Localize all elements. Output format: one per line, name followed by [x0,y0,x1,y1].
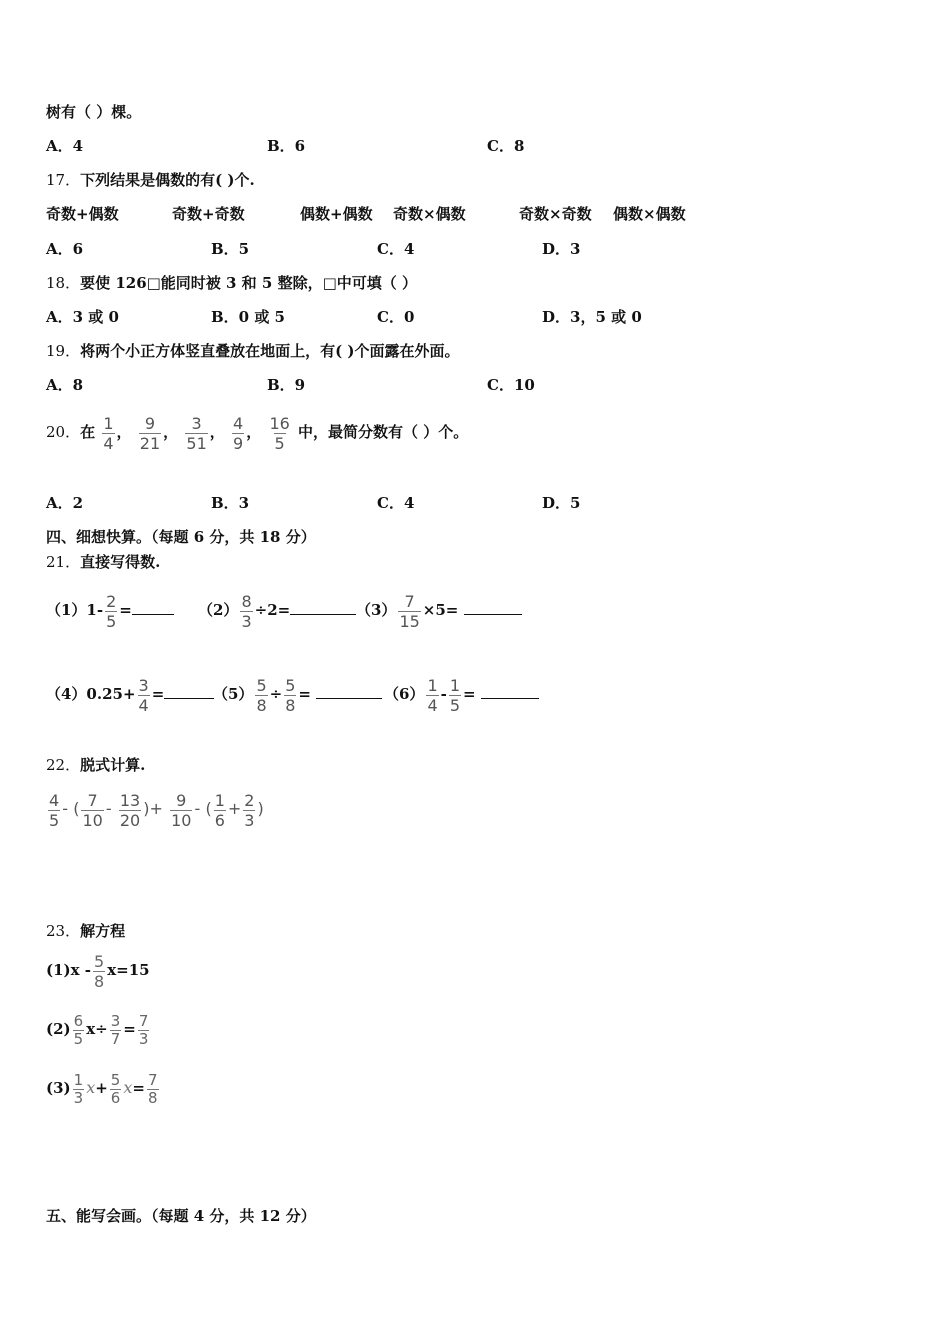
q17-item-1: 奇数+偶数 [46,205,119,223]
q20-separator: ， [116,423,132,441]
q23-e1-fraction [93,952,105,991]
q21-text: 直接写得数. [80,553,161,571]
answer-blank[interactable] [164,684,214,699]
q17-text: 下列结果是偶数的有( )个. [80,171,255,189]
denominator: 8 [285,695,296,715]
q23-e3-fraction-2 [110,1072,122,1107]
answer-blank[interactable] [290,600,356,615]
minus-sign: - [194,799,201,818]
q16-stem-tail: 树有（ ）棵。 [46,103,142,121]
q20-fraction-3 [185,414,207,453]
q21-p3-fraction [398,592,420,631]
q17-item-3: 偶数+偶数 [300,205,373,223]
q17-option-c: C．4 [377,240,415,258]
q21-part-2 [198,588,356,632]
answer-blank[interactable] [464,600,522,615]
numerator: 7 [404,591,415,611]
denominator: 5 [106,611,117,631]
numerator: 1 [427,675,438,695]
numerator: 2 [244,790,255,810]
q23-e3-fraction-1 [73,1072,85,1107]
numerator: 8 [241,591,252,611]
q21-p2-tail: ÷2= [254,601,291,619]
q21-p6-label: （6） [384,685,425,703]
q16-option-a: A．4 [46,137,84,155]
q21-p5-tail: = [298,685,311,703]
numerator: 7 [147,1070,158,1089]
numerator: 4 [49,790,60,810]
q21-number: 21． [46,553,81,571]
denominator: 5 [49,810,60,830]
denominator: 4 [427,695,438,715]
denominator: 9 [233,433,244,453]
q20-fraction-4 [232,414,244,453]
q23-e2-fraction-3 [138,1013,150,1048]
q18-stem [46,273,417,293]
q21-p2-label: （2） [198,601,239,619]
q17-item-5: 奇数×奇数 [519,205,592,223]
q23-stem [46,921,125,941]
denominator: 4 [103,433,114,453]
q23-equation-2 [46,1007,151,1051]
q17-option-a: A．6 [46,240,84,258]
q18-option-c: C．0 [377,308,415,326]
q23-number: 23． [46,922,81,940]
numerator: 5 [110,1070,121,1089]
denominator: 5 [274,433,285,453]
q23-e2-fraction-1 [73,1013,85,1048]
denominator: 7 [110,1029,121,1048]
q17-number: 17． [46,171,81,189]
denominator: 8 [147,1088,158,1107]
numerator: 13 [119,790,141,810]
q21-p1-label: （1）1- [46,601,104,619]
q23-equation-3 [46,1066,161,1110]
q20-option-b: B．3 [211,494,250,512]
denominator: 6 [110,1088,121,1107]
q21-p3-tail: ×5= [422,601,459,619]
q21-p2-fraction [240,592,252,631]
numerator: 9 [144,413,156,433]
denominator: 4 [138,695,149,715]
q20-option-c: C．4 [377,494,415,512]
numerator: 5 [285,675,296,695]
q21-part-1 [46,588,174,632]
open-paren: ( [73,799,80,818]
q21-part-5 [213,672,382,716]
q17-item-2: 奇数+奇数 [172,205,245,223]
numerator: 4 [233,413,244,433]
numerator: 1 [449,675,461,695]
variable-x: x [86,1078,96,1097]
q21-p4-fraction [138,676,150,715]
q19-option-c: C．10 [487,376,535,394]
q21-p1-fraction [105,592,117,631]
q23-e2-mid: x÷ [86,1020,108,1038]
q23-e3-fraction-3 [147,1072,159,1107]
numerator: 1 [214,790,225,810]
q22-fraction-6 [243,791,255,830]
q22-text: 脱式计算. [80,756,146,774]
q23-e2-equals: = [123,1020,136,1038]
denominator: 10 [171,810,192,830]
denominator: 3 [244,810,255,830]
q23-e1-label: (1)x - [46,961,92,979]
q22-number: 22． [46,756,81,774]
section-4-heading: 四、细想快算。（每题 6 分，共 18 分） [46,528,316,546]
q20-fraction-5 [268,414,290,453]
numerator: 6 [73,1011,84,1030]
q18-text: 要使 126□能同时被 3 和 5 整除，□中可填（ ） [80,274,417,292]
q22-expression [46,787,264,831]
q18-option-a: A．3 或 0 [46,308,119,326]
answer-blank[interactable] [481,684,539,699]
q19-number: 19． [46,342,81,360]
q20-stem [46,410,468,454]
denominator: 15 [399,611,420,631]
q20-option-a: A．2 [46,494,84,512]
q20-option-d: D．5 [542,494,581,512]
denominator: 6 [214,810,225,830]
q23-e2-label: (2) [46,1020,71,1038]
q23-e3-equals: = [132,1079,145,1097]
q21-p6-fraction-1 [426,676,438,715]
q21-part-6 [384,672,539,716]
minus-sign: - [62,799,68,818]
numerator: 1 [73,1070,84,1089]
q17-item-6: 偶数×偶数 [613,205,686,223]
numerator: 5 [94,951,105,971]
numerator: 7 [138,1011,149,1030]
q20-separator: ， [246,423,262,441]
answer-blank[interactable] [316,684,382,699]
q19-stem [46,341,460,361]
plus-sign: + [149,799,163,818]
q22-fraction-4 [170,791,192,830]
variable-x: x [123,1078,133,1097]
q21-p5-operator: ÷ [269,685,283,703]
denominator: 3 [73,1088,84,1107]
q23-e3-label: (3) [46,1079,71,1097]
q20-fraction-1 [102,414,114,453]
q23-equation-1 [46,948,150,992]
q19-text: 将两个小正方体竖直叠放在地面上，有( )个面露在外面。 [80,342,460,360]
q18-option-b: B．0 或 5 [211,308,285,326]
q20-prefix: 在 [80,423,96,441]
q21-p3-label: （3） [356,601,397,619]
q20-separator: ， [163,423,179,441]
q20-number: 20． [46,423,81,441]
numerator: 3 [191,413,202,433]
q21-p5-fraction-2 [284,676,296,715]
q21-p4-tail: = [151,685,165,703]
q22-fraction-2 [81,791,103,830]
q22-fraction-5 [214,791,226,830]
q21-stem [46,552,160,572]
denominator: 5 [449,695,461,715]
q19-option-b: B．9 [267,376,306,394]
q21-part-4 [46,672,214,716]
close-paren: ) [143,799,150,818]
section-5-heading: 五、能写会画。（每题 4 分，共 12 分） [46,1207,316,1225]
open-paren: ( [205,799,212,818]
q21-p5-fraction-1 [255,676,267,715]
denominator: 10 [82,810,103,830]
q21-p5-label: （5） [213,685,254,703]
numerator: 1 [103,413,114,433]
q21-part-3 [356,588,522,632]
q21-p4-label: （4）0.25+ [46,685,136,703]
q21-p1-tail: = [119,601,132,619]
q23-text: 解方程 [80,922,126,940]
denominator: 21 [139,433,161,453]
q23-e1-tail: x=15 [107,961,150,979]
numerator: 5 [256,675,267,695]
numerator: 16 [269,413,290,433]
q19-option-a: A．8 [46,376,84,394]
plus-sign: + [227,799,242,818]
denominator: 8 [94,971,105,991]
q20-separator: ， [209,423,225,441]
q18-number: 18． [46,274,81,292]
q17-option-b: B．5 [211,240,250,258]
q21-p6-fraction-2 [449,676,461,715]
numerator: 2 [106,591,117,611]
minus-sign: - [105,799,112,818]
q22-fraction-1 [48,791,60,830]
answer-blank[interactable] [132,600,174,615]
q16-option-c: C．8 [487,137,525,155]
numerator: 3 [110,1011,121,1030]
denominator: 8 [256,695,267,715]
q18-option-d: D．3，5 或 0 [542,308,642,326]
q22-stem [46,755,145,775]
q23-e3-plus: + [95,1079,108,1097]
q21-p6-operator: - [440,685,447,703]
numerator: 3 [138,675,149,695]
q17-option-d: D．3 [542,240,581,258]
q20-fraction-2 [139,414,161,453]
denominator: 51 [186,433,207,453]
q22-fraction-3 [119,791,141,830]
q20-suffix: 中，最简分数有（ ）个。 [298,423,469,441]
numerator: 7 [87,790,98,810]
numerator: 9 [176,790,187,810]
q17-stem [46,170,255,190]
denominator: 5 [73,1029,84,1048]
q17-item-4: 奇数×偶数 [393,205,466,223]
q16-option-b: B．6 [267,137,306,155]
denominator: 20 [119,810,141,830]
denominator: 3 [138,1029,149,1048]
q23-e2-fraction-2 [110,1013,122,1048]
close-paren: ) [257,799,264,818]
denominator: 3 [241,611,252,631]
q21-p6-tail: = [463,685,476,703]
